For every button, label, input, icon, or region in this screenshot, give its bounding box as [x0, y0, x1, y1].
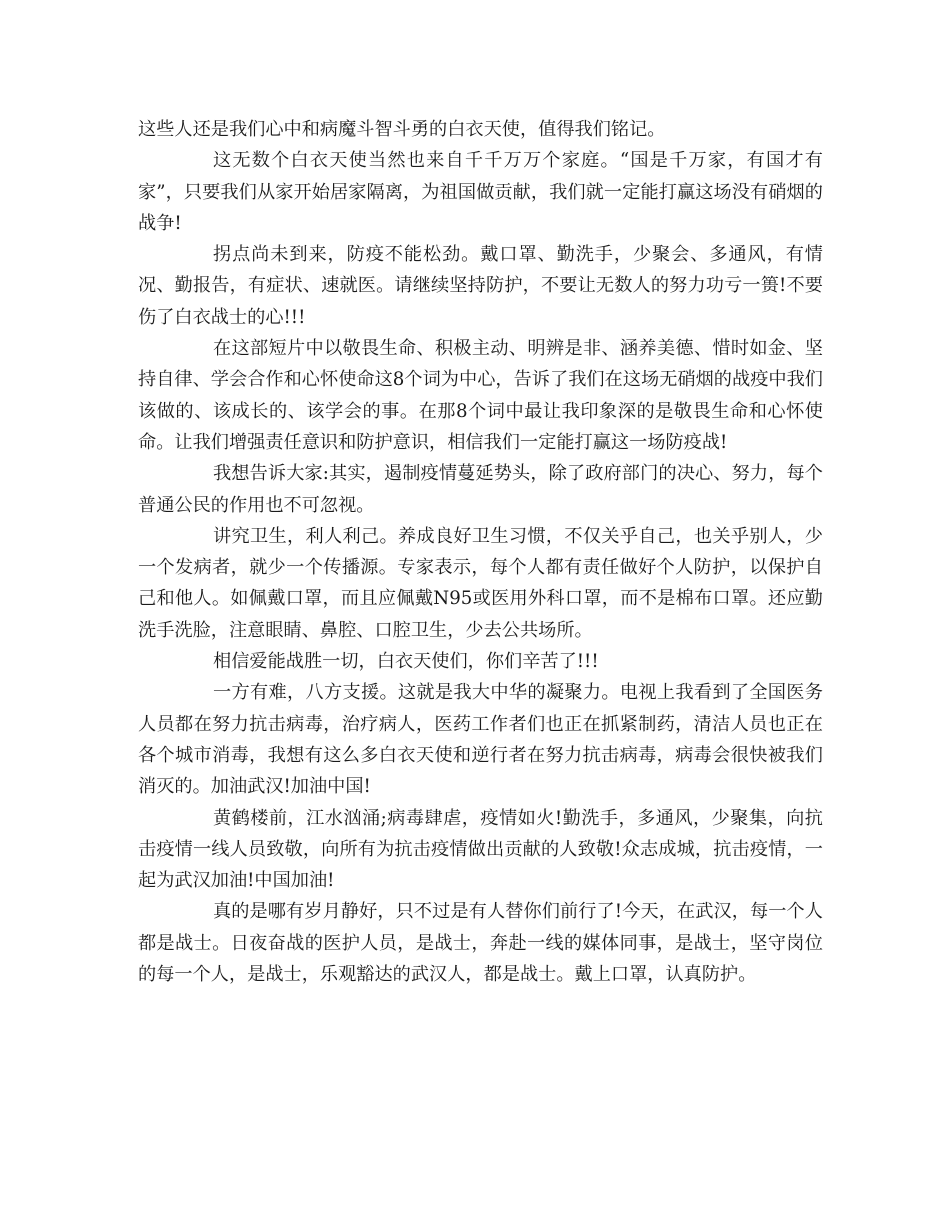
paragraph: 拐点尚未到来，防疫不能松劲。戴口罩、勤洗手，少聚会、多通风，有情况、勤报告，有症状、速就医。请继续坚持防护，不要让无数人的努力功亏一篑!不要伤了白衣战士的心!!!: [138, 244, 823, 328]
paragraph: 黄鹤楼前，江水汹涌;病毒肆虐，疫情如火!勤洗手，多通风，少聚集，向抗击疫情一线人员致敬，向所有为抗击疫情做出贡献的人致敬!众志成城，抗击疫情，一起为武汉加油!中国加油!: [138, 807, 823, 892]
paragraph: 这无数个白衣天使当然也来自千千万万个家庭。“国是千万家，有国才有家”，只要我们从家开始居家隔离，为祖国做贡献，我们就一定能打赢这场没有硝烟的战争!: [138, 150, 823, 234]
paragraph: 我想告诉大家:其实，遏制疫情蔓延势头，除了政府部门的决心、努力，每个普通公民的作用也不可忽视。: [138, 463, 823, 516]
paragraph: 相信爱能战胜一切，白衣天使们，你们辛苦了!!!: [213, 651, 599, 673]
paragraph: 在这部短片中以敬畏生命、积极主动、明辨是非、涵养美德、惜时如金、坚持自律、学会合作和心怀使命这8个词为中心，告诉了我们在这场无硝烟的战疫中我们该做的、该成长的、该学会的事。在那8个词中最让我印象深的是敬畏生命和心怀使命。让我们增强责任意识和防护意识，相信我们一定能打赢这一场防疫战!: [138, 338, 823, 453]
paragraph: 真的是哪有岁月静好，只不过是有人替你们前行了!今天，在武汉，每一个人都是战士。日夜奋战的医护人员，是战士，奔赴一线的媒体同事，是战士，坚守岗位的每一个人，是战士，乐观豁达的武汉人，都是战士。戴上口罩，认真防护。: [138, 901, 823, 986]
paragraph: 一方有难，八方支援。这就是我大中华的凝聚力。电视上我看到了全国医务人员都在努力抗击病毒，治疗病人，医药工作者们也正在抓紧制药，清洁人员也正在各个城市消毒，我想有这么多白衣天使和逆行者在努力抗击病毒，病毒会很快被我们消灭的。加油武汉!加油中国!: [138, 682, 823, 798]
document-page: [138, 114, 823, 990]
paragraph: 讲究卫生，利人利己。养成良好卫生习惯，不仅关乎自己，也关乎别人，少一个发病者，就少一个传播源。专家表示，每个人都有责任做好个人防护，以保护自己和他人。如佩戴口罩，而且应佩戴N95或医用外科口罩，而不是棉布口罩。还应勤洗手洗脸，注意眼睛、鼻腔、口腔卫生，少去公共场所。: [138, 525, 823, 641]
paragraph-continuation: 这些人还是我们心中和病魔斗智斗勇的白衣天使，值得我们铭记。: [138, 119, 666, 140]
